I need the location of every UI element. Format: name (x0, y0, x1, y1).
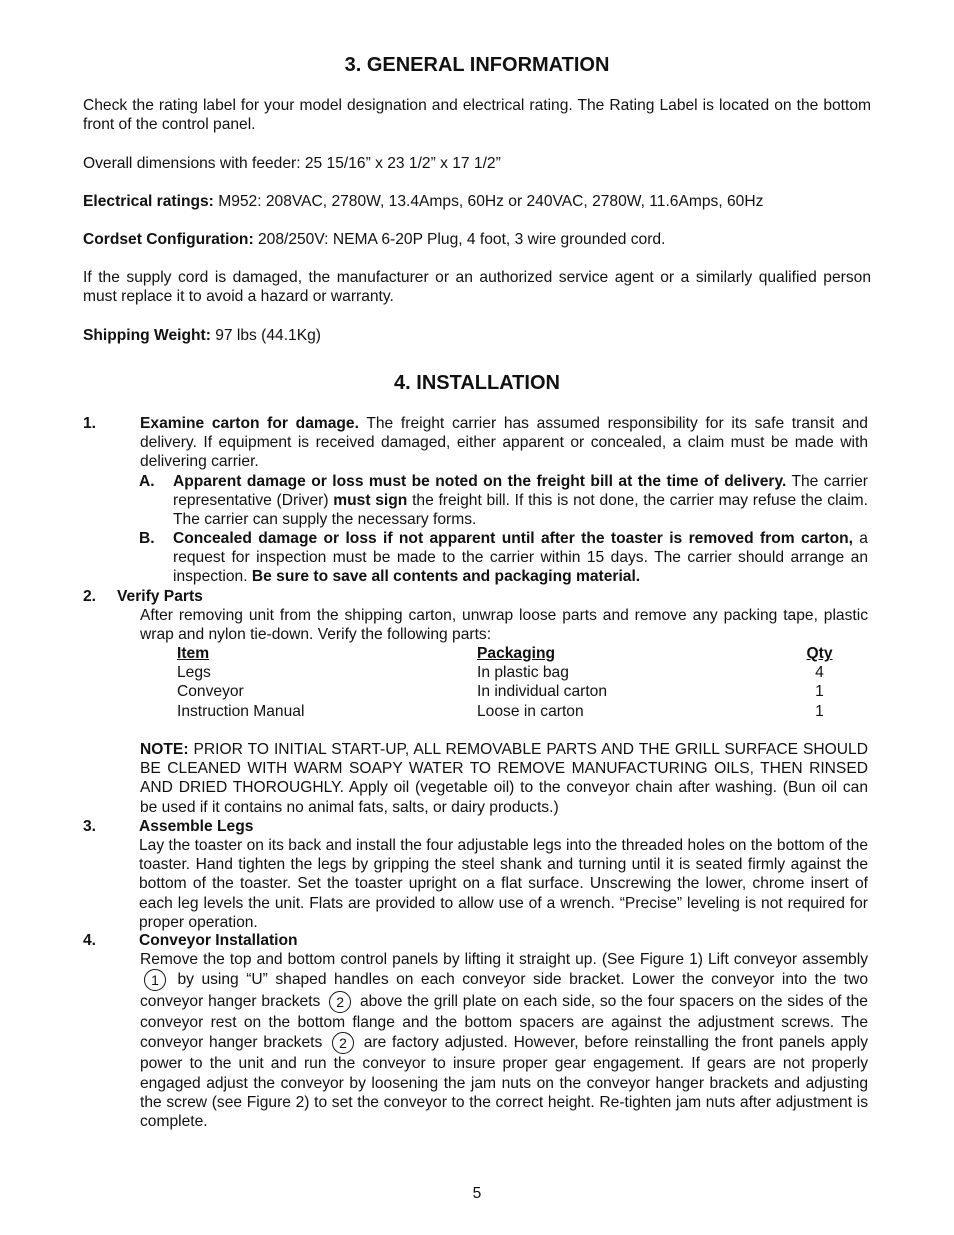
step-1-heading: Examine carton for damage. (140, 415, 359, 432)
step-2-heading: Verify Parts (117, 588, 203, 605)
electrical-ratings-paragraph (83, 192, 871, 211)
step-3-heading: Assemble Legs (139, 818, 254, 835)
step-1a-paragraph (173, 472, 868, 530)
header-item: Item (177, 645, 210, 662)
shipping-weight-paragraph (83, 326, 871, 345)
step-1b-paragraph (173, 529, 868, 587)
dimensions-paragraph: Overall dimensions with feeder: 25 15/16” x 23 1/2” x 17 1/2” (83, 155, 501, 172)
row-packaging: In plastic bag (477, 664, 569, 682)
step-4-text-4: are factory adjusted. However, before reinstalling the front panels apply power to the unit and run the conveyor to insure proper gear engagement. If gears are not properly engaged adjust the conveyor by loosening the jam nuts on the conveyor hanger brackets and adjusting the screw (see Figure 2) to set the conveyor to the correct height. Re-tighten jam nuts after adjustment is complete. (140, 1034, 868, 1131)
step-1b-text: a request for inspection must be made to the carrier within 15 days. The carrier should arrange an inspection. (173, 530, 868, 586)
step-4-text-3: above the grill plate on each side, so the four spacers on the sides of the conveyor rest on the bottom flange and the bottom spacers are against the adjustment screws. The conveyor hanger brackets (140, 993, 868, 1052)
shipping-weight-value: 97 lbs (44.1Kg) (210, 327, 321, 344)
step-4-number: 4. (83, 932, 97, 949)
step-4-heading: Conveyor Installation (139, 932, 298, 949)
table-row (177, 702, 847, 721)
step-1b-save-note: Be sure to save all contents and packaging material. (251, 568, 641, 586)
step-1a-bold: Apparent damage or loss must be noted on the freight bill at the time of delivery. (173, 473, 787, 490)
shipping-weight-label: Shipping Weight: (83, 327, 211, 344)
step-1-number: 1. (83, 415, 97, 432)
step-3-paragraph: Lay the toaster on its back and install the four adjustable legs into the threaded holes on the bottom of the toaster. Hand tighten the legs by gripping the steel shank and turning until it is seated firmly against the bottom of the toaster. Set the toaster upright on a flat surface. Unscrewing the lower, chrome insert of each leg levels the unit. Flats are provided to allow use of a wrench. “Precise” leveling is not required for proper operation. (139, 837, 868, 931)
callout-2-icon: 2 (332, 1032, 354, 1054)
row-packaging: Loose in carton (477, 702, 584, 720)
electrical-ratings-value: M952: 208VAC, 2780W, 13.4Amps, 60Hz or 240VAC, 2780W, 11.6Amps, 60Hz (213, 193, 764, 210)
table-row (177, 663, 847, 682)
row-qty: 4 (815, 664, 824, 682)
row-item: Legs (177, 664, 211, 682)
step-1a-text-1: The carrier representative (Driver) (173, 473, 868, 510)
note-label: NOTE: (140, 741, 189, 758)
row-qty: 1 (815, 683, 824, 701)
row-item: Instruction Manual (177, 702, 305, 720)
supply-cord-paragraph: If the supply cord is damaged, the manufacturer or an authorized service agent or a similarly qualified person must replace it to avoid a hazard or warranty. (83, 269, 871, 306)
rating-label-paragraph: Check the rating label for your model designation and electrical rating. The Rating Label is located on the bottom front of the control panel. (83, 97, 871, 134)
callout-1-icon: 1 (144, 969, 166, 991)
cordset-value: 208/250V: NEMA 6-20P Plug, 4 foot, 3 wire grounded cord. (253, 231, 666, 248)
step-4-text-1: Remove the top and bottom control panels by lifting it straight up. (See Figure 1) Lift conveyor assembly (140, 951, 868, 968)
parts-table-header (177, 644, 847, 663)
step-1b-letter: B. (139, 530, 155, 547)
step-3-number: 3. (83, 818, 97, 835)
table-row (177, 682, 847, 701)
step-1a-must-sign: must sign (333, 492, 408, 510)
note-paragraph (140, 740, 868, 817)
step-1a-letter: A. (139, 473, 155, 490)
step-1-text: The freight carrier has assumed responsibility for its safe transit and delivery. If equipment is received damaged, either apparent or concealed, a claim must be made with delivering carrier. (140, 415, 868, 471)
step-4-text-2: by using “U” shaped handles on each conveyor side bracket. Lower the conveyor into the two conveyor hanger brackets (140, 971, 868, 1011)
parts-table (177, 644, 847, 721)
step-2-paragraph: After removing unit from the shipping carton, unwrap loose parts and remove any packing tape, plastic wrap and nylon tie-down. Verify the following parts: (140, 607, 868, 644)
cordset-label: Cordset Configuration: (83, 231, 254, 248)
page-number: 5 (472, 1185, 482, 1202)
step-1-paragraph (140, 414, 868, 472)
row-packaging: In individual carton (477, 683, 608, 701)
header-qty: Qty (806, 645, 833, 662)
general-information-title: 3. GENERAL INFORMATION (344, 54, 610, 76)
cordset-paragraph (83, 230, 871, 249)
step-1a-text-2: the freight bill. If this is not done, the carrier may refuse the claim. The carrier can supply the necessary forms. (173, 492, 868, 529)
callout-2-icon: 2 (329, 991, 351, 1013)
electrical-ratings-label: Electrical ratings: (83, 193, 214, 210)
step-1b-bold: Concealed damage or loss if not apparent until after the toaster is removed from carton, (173, 530, 853, 547)
row-qty: 1 (815, 702, 824, 720)
step-2-number: 2. (83, 588, 97, 605)
step-4-paragraph (140, 950, 868, 1131)
header-packaging: Packaging (477, 645, 555, 662)
installation-title: 4. INSTALLATION (394, 372, 560, 394)
row-item: Conveyor (177, 683, 244, 701)
note-text: PRIOR TO INITIAL START-UP, ALL REMOVABLE PARTS AND THE GRILL SURFACE SHOULD BE CLEANED WITH WARM SOAPY WATER TO REMOVE MANUFACTURING OILS, THEN RINSED AND DRIED THOROUGHLY. Apply oil (vegetable oil) to the conveyor chain after washing. (Bun oil can be used if it contains no animal fats, salts, or dairy products.) (140, 741, 868, 816)
